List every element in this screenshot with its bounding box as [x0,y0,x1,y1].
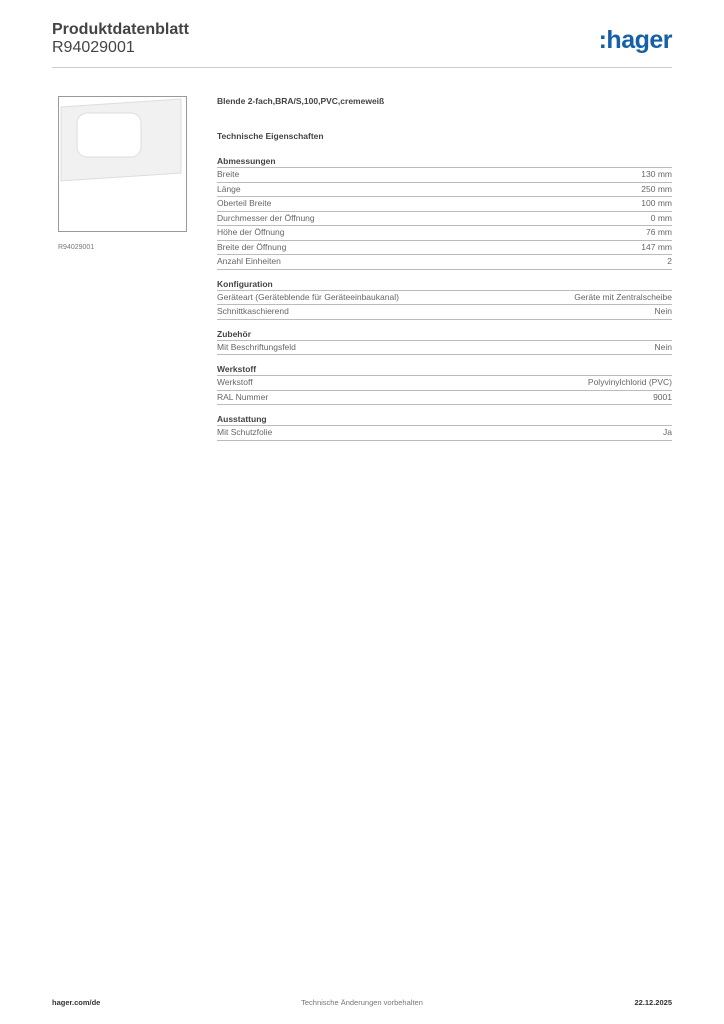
property-label: Breite der Öffnung [217,241,287,252]
property-row [217,212,672,227]
section-zubehör [217,329,672,356]
section-konfiguration [217,279,672,320]
property-value: Nein [654,306,672,316]
property-label: Anzahl Einheiten [217,256,281,266]
property-label: Werkstoff [217,377,253,387]
property-row [217,376,672,391]
footer-note: Technische Änderungen vorbehalten [301,998,423,1007]
property-value: 250 mm [641,183,672,194]
property-label: Mit Schutzfolie [217,427,273,437]
property-row [217,197,672,212]
section-werkstoff [217,364,672,405]
property-label: Oberteil Breite [217,198,272,208]
property-row [217,183,672,198]
property-row [217,255,672,270]
property-label: Länge [217,183,241,194]
property-value: Ja [663,427,672,437]
footer-date: 22.12.2025 [634,998,672,1007]
property-value: Polyvinylchlorid (PVC) [587,377,672,387]
property-value: 100 mm [641,198,672,208]
property-label: Breite [217,169,240,179]
property-row [217,226,672,241]
property-label: RAL Nummer [217,391,269,402]
tech-heading: Technische Eigenschaften [217,131,324,141]
property-value: 0 mm [650,212,672,223]
property-value: 76 mm [646,227,672,237]
product-image [58,96,187,232]
property-row [217,305,672,320]
property-value: Geräte mit Zentralscheibe [574,291,672,302]
property-value: Nein [654,341,672,352]
property-row [217,291,672,306]
article-number: R94029001 [52,39,135,56]
page-title: Produktdatenblatt [52,21,189,38]
section-heading: Ausstattung [217,414,672,426]
property-label: Geräteart (Geräteblende für Geräteeinbaukanal) [217,291,399,302]
property-label: Höhe der Öffnung [217,227,285,237]
section-heading: Zubehör [217,329,672,341]
property-value: 130 mm [641,169,672,179]
section-ausstattung [217,414,672,441]
property-label: Mit Beschriftungsfeld [217,341,296,352]
hager-logo: :hager [598,26,672,54]
property-label: Durchmesser der Öffnung [217,212,315,223]
property-row [217,391,672,406]
property-value: 2 [667,256,672,266]
section-heading: Werkstoff [217,364,672,376]
property-value: 9001 [653,391,672,402]
property-value: 147 mm [641,241,672,252]
property-row [217,241,672,256]
section-heading: Konfiguration [217,279,672,291]
property-row [217,168,672,183]
product-title: Blende 2-fach,BRA/S,100,PVC,cremeweiß [217,96,385,106]
property-label: Schnittkaschierend [217,306,289,316]
header-divider [52,67,672,68]
property-row [217,341,672,356]
property-row [217,426,672,441]
section-abmessungen [217,156,672,270]
properties-column [217,96,672,450]
footer-website[interactable]: hager.com/de [52,998,101,1007]
section-heading: Abmessungen [217,156,672,168]
image-caption: R94029001 [58,244,95,251]
